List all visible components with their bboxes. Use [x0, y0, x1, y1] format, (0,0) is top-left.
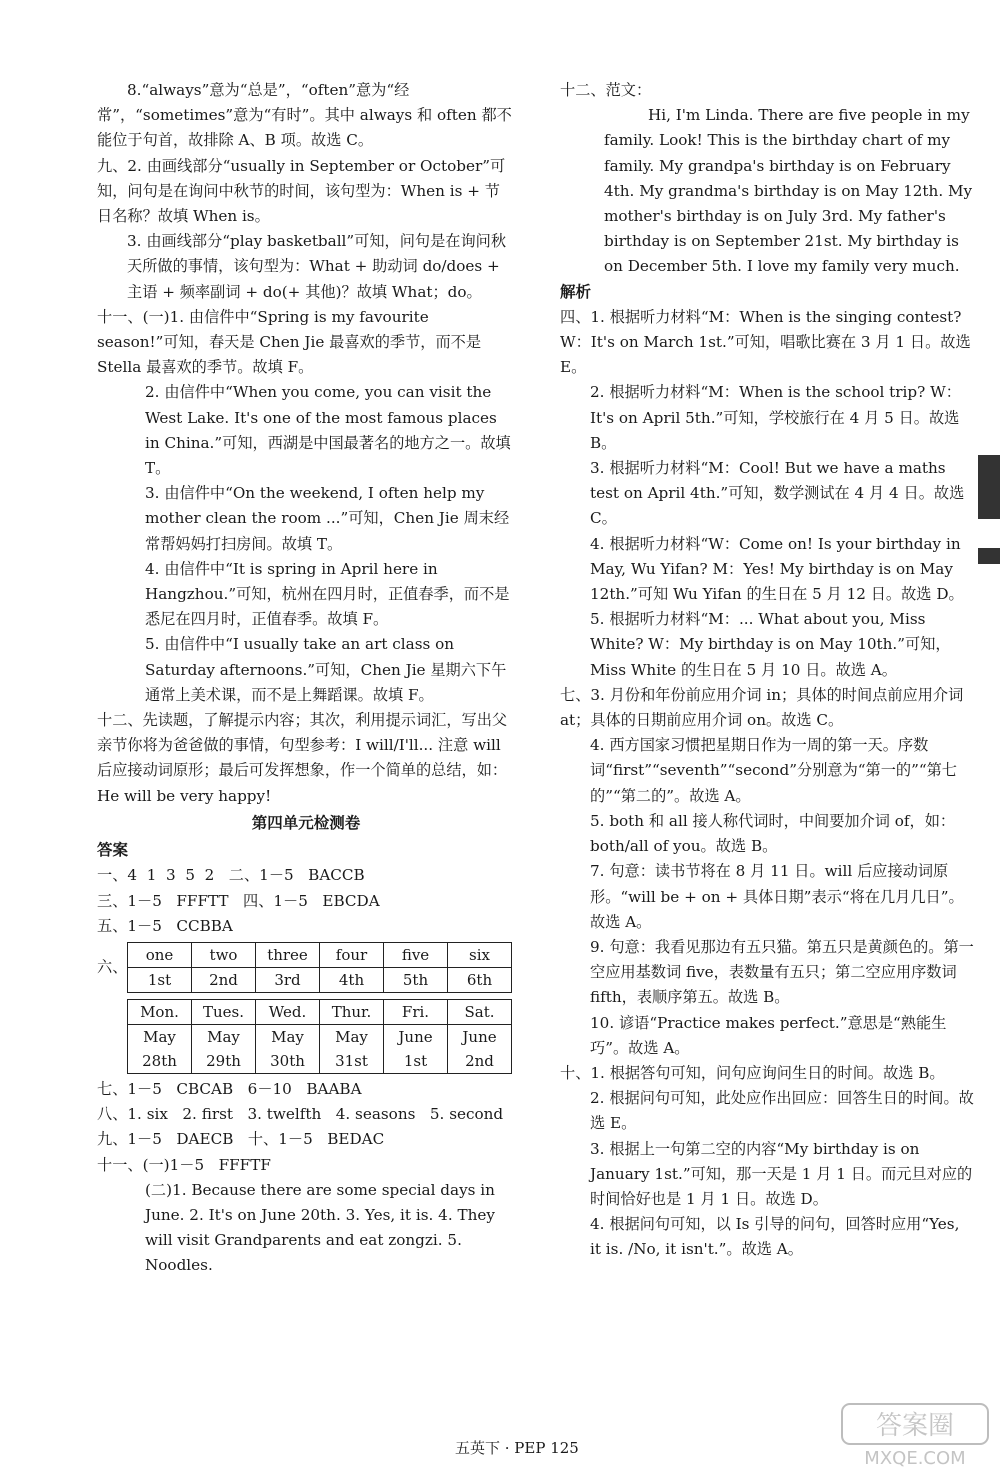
side-tab-mark: [978, 548, 1000, 564]
table-cell: Fri.: [384, 999, 448, 1024]
table-cell: six: [448, 942, 512, 967]
table-cell: 4th: [320, 967, 384, 992]
essay-label: 十二、范文：: [560, 81, 652, 99]
left-column: [97, 78, 515, 1279]
paragraph: 2. 由信件中“When you come, you can visit the West Lake. It's one of the most famous places in China.”可知，西湖是中国最著名的地方之一。故填 T。: [145, 383, 511, 478]
table-cell: June 1st: [384, 1024, 448, 1073]
table-cell: 5th: [384, 967, 448, 992]
svg-text:答案圈: 答案圈: [875, 1411, 955, 1441]
side-tab-mark: [978, 455, 1000, 519]
table-cell: June 2nd: [448, 1024, 512, 1073]
six-label: 六、: [97, 957, 128, 976]
paragraph: 7. 句意：读书节将在 8 月 11 日。will 后应接动词原形。“will be + on + 具体日期”表示“将在几月几日”。故选 A。: [590, 862, 964, 931]
table-cell: May 28th: [128, 1024, 192, 1073]
table-row-dates: [97, 999, 515, 1074]
paragraph: 3. 由画线部分“play basketball”可知，问句是在询问秋天所做的事情，该句型为：What + 助动词 do/does + 主语 + 频率副词 + do(+ 其他)？故填 What；do。: [127, 232, 507, 301]
paragraph: (二)1. Because there are some special days in June. 2. It's on June 20th. 3. Yes, it is. 4. They will visit Grandparents and eat zongzi. 5. Noodles.: [145, 1180, 495, 1275]
table-cell: Sat.: [448, 999, 512, 1024]
answer-line: 一、4 1 3 5 2 二、1－5 BACCB: [97, 866, 365, 885]
ordinal-table: [127, 942, 512, 993]
paragraph: 十、1. 根据答句可知，问句应询问生日的时间。故选 B。: [560, 1063, 945, 1082]
right-column: [560, 78, 974, 1263]
paragraph: 2. 根据听力材料“M：When is the school trip? W：It's on April 5th.”可知，学校旅行在 4 月 5 日。故选 B。: [590, 383, 961, 452]
section-title: 第四单元检测卷: [251, 813, 361, 832]
paragraph: 3. 根据上一句第二空的内容“My birthday is on January 1st.”可知，那一天是 1 月 1 日。而元旦对应的时间恰好也是 1 月 1 日。故选 D。: [590, 1139, 973, 1208]
table-cell: four: [320, 942, 384, 967]
answer-label: 答案: [97, 841, 129, 860]
date-table: [127, 999, 512, 1074]
analysis-label: 解析: [560, 282, 592, 301]
table-cell: 3rd: [256, 967, 320, 992]
answer-line: 十一、(一)1－5 FFFTF: [97, 1155, 271, 1174]
paragraph: 5. 由信件中“I usually take an art class on Saturday afternoons.”可知，Chen Jie 星期六下午通常上美术课，而不是上舞蹈课。故填 F。: [145, 635, 507, 704]
watermark-logo: [840, 1400, 990, 1470]
paragraph: 4. 由信件中“It is spring in April here in Hangzhou.”可知，杭州在四月时，正值春季，而不是悉尼在四月时，正值春季。故填 F。: [145, 559, 510, 629]
table-cell: May 30th: [256, 1024, 320, 1073]
svg-text:MXQE.COM: MXQE.COM: [864, 1448, 966, 1469]
table-cell: May 31st: [320, 1024, 384, 1073]
table-cell: two: [192, 942, 256, 967]
paragraph: 九、2. 由画线部分“usually in September or October”可知，问句是在询问中秋节的时间，该句型为：When is + 节日名称？故填 When is。: [97, 156, 506, 226]
paragraph: 8.“always”意为“总是”，“often”意为“经常”，“sometimes”意为“有时”。其中 always 和 often 都不能位于句首，故排除 A、B 项。故选 C。: [97, 81, 512, 150]
answer-line: 三、1－5 FFFTT 四、1－5 EBCDA: [97, 891, 380, 910]
table-cell: May 29th: [192, 1024, 256, 1073]
answer-line: 九、1－5 DAECB 十、1－5 BEDAC: [97, 1130, 385, 1149]
paragraph: 5. both 和 all 接人称代词时，中间要加介词 of，如：both/all of you。故选 B。: [590, 811, 956, 856]
paragraph: 4. 根据听力材料“W：Come on! Is your birthday in May, Wu Yifan? M：Yes! My birthday is on May 12th.”可知 Wu Yifan 的生日在 5 月 12 日。故选 D。: [590, 534, 964, 604]
table-cell: five: [384, 942, 448, 967]
paragraph: 2. 根据问句可知，此处应作出回应：回答生日的时间。故选 E。: [590, 1089, 974, 1133]
answer-line: 八、1. six 2. first 3. twelfth 4. seasons 5. second: [97, 1105, 504, 1124]
table-cell: 1st: [128, 967, 192, 992]
paragraph: 3. 根据听力材料“M：Cool! But we have a maths test on April 4th.”可知，数学测试在 4 月 4 日。故选 C。: [590, 459, 965, 528]
table-cell: Tues.: [192, 999, 256, 1024]
table-cell: 2nd: [192, 967, 256, 992]
paragraph: 5. 根据听力材料“M：... What about you, Miss White? W：My birthday is on May 10th.”可知，Miss White 的生日在 5 月 10 日。故选 A。: [590, 610, 951, 679]
table-cell: Mon.: [128, 999, 192, 1024]
answer-line: 七、1－5 CBCAB 6－10 BAABA: [97, 1079, 362, 1098]
paragraph: 9. 句意：我看见那边有五只猫。第五只是黄颜色的。第一空应用基数词 five，表数量有五只；第二空应用序数词 fifth，表顺序第五。故选 B。: [590, 937, 974, 1007]
paragraph: 四、1. 根据听力材料“M：When is the singing contest? W：It's on March 1st.”可知，唱歌比赛在 3 月 1 日。故选 E。: [560, 307, 971, 377]
table-cell: Wed.: [256, 999, 320, 1024]
table-row-six: [97, 942, 515, 993]
table-cell: Thur.: [320, 999, 384, 1024]
table-cell: 6th: [448, 967, 512, 992]
answer-line: 五、1－5 CCBBA: [97, 916, 233, 935]
page-footer: 五英下 · PEP 125: [455, 1439, 579, 1457]
table-cell: one: [128, 942, 192, 967]
paragraph: 4. 西方国家习惯把星期日作为一周的第一天。序数词“first”“seventh”“second”分别意为“第一的”“第七的”“第二的”。故选 A。: [590, 736, 957, 805]
essay-text: Hi, I'm Linda. There are five people in my family. Look! This is the birthday chart of my family. My grandpa's birthday is on February 4th. My grandma's birthday is on May 12th. My mother's birthday is on July 3rd. My father's birthday is on September 21st. My birthday is on December 5th. I love my family very much.: [604, 106, 973, 276]
paragraph: 十一、(一)1. 由信件中“Spring is my favourite season!”可知，春天是 Chen Jie 最喜欢的季节，而不是 Stella 最喜欢的季节。故填 F。: [97, 307, 482, 377]
paragraph: 4. 根据问句可知，以 Is 引导的问句，回答时应用“Yes, it is. /No, it isn't.”。故选 A。: [590, 1215, 960, 1259]
paragraph: 10. 谚语“Practice makes perfect.”意思是“熟能生巧”。故选 A。: [590, 1013, 947, 1057]
paragraph: 七、3. 月份和年份前应用介词 in；具体的时间点前应用介词 at；具体的日期前应用介词 on。故选 C。: [560, 685, 964, 730]
paragraph: 3. 由信件中“On the weekend, I often help my mother clean the room ...”可知，Chen Jie 周末经常帮妈妈打扫房间。故填 T。: [145, 484, 510, 553]
table-cell: three: [256, 942, 320, 967]
paragraph: 十二、先读题，了解提示内容；其次，利用提示词汇，写出父亲节你将为爸爸做的事情，句型参考：I will/I'll... 注意 will 后应接动词原形；最后可发挥想象，作一个简单的总结，如：He will be very happy!: [97, 711, 508, 805]
